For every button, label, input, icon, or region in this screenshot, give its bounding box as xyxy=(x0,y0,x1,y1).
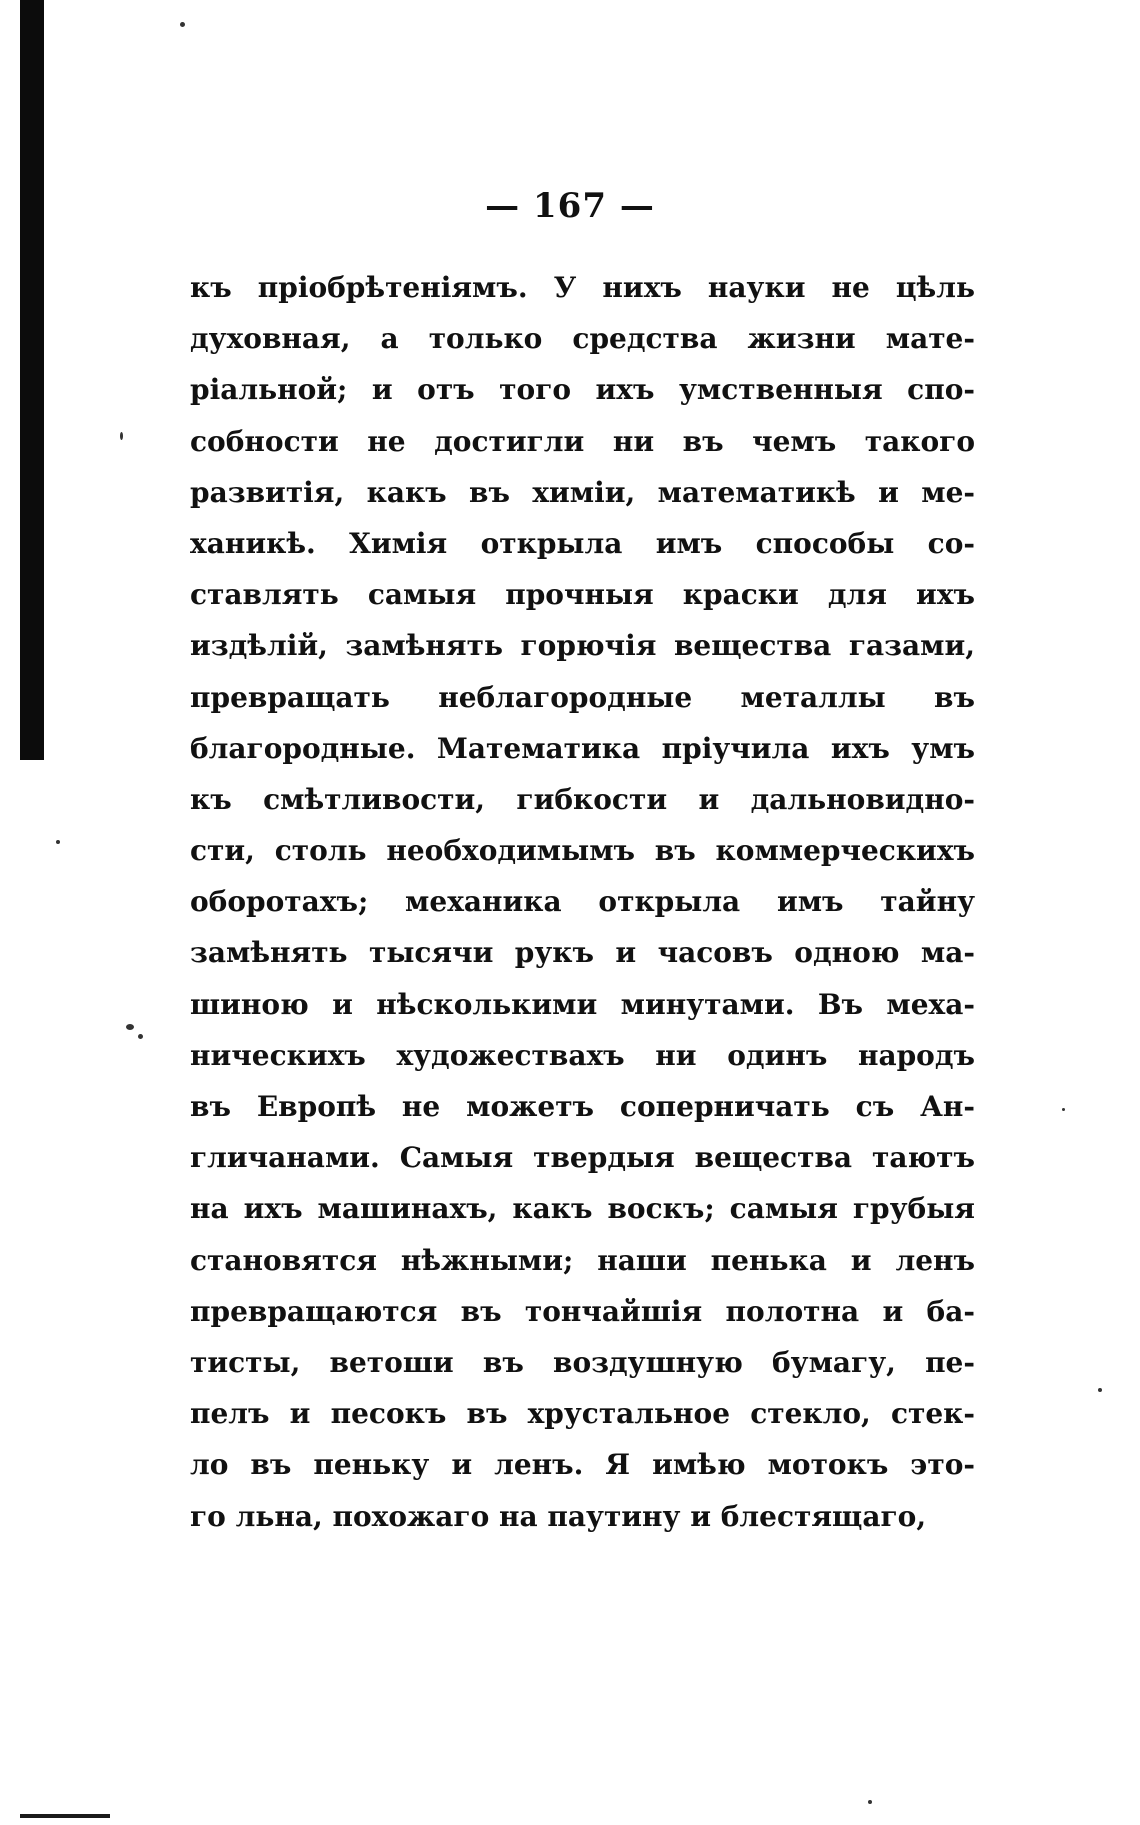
text-line: ло въ пеньку и ленъ. Я имѣю мотокъ это- xyxy=(190,1448,975,1482)
text-line: собности не достигли ни въ чемъ такого xyxy=(190,424,975,458)
ink-speck xyxy=(1062,1108,1065,1111)
text-line: развитія, какъ въ химіи, математикѣ и ме- xyxy=(190,475,975,509)
ink-speck xyxy=(180,22,185,27)
page-number: — 167 — xyxy=(485,186,655,226)
text-line: ническихъ художествахъ ни одинъ народъ xyxy=(190,1038,975,1072)
text-line: шиною и нѣсколькими минутами. Въ меха- xyxy=(190,987,975,1021)
body-text xyxy=(190,262,975,1542)
text-line: сти, столь необходимымъ въ коммерческихъ xyxy=(190,834,975,868)
text-line: къ пріобрѣтеніямъ. У нихъ науки не цѣль xyxy=(190,271,975,304)
text-line: пелъ и песокъ въ хрустальное стекло, стек- xyxy=(190,1397,975,1431)
text-line: духовная, а только средства жизни мате- xyxy=(190,322,975,356)
text-line: благородные. Математика пріучила ихъ умъ xyxy=(190,731,975,765)
text-line: оборотахъ; механика открыла имъ тайну xyxy=(190,885,975,919)
binding-shadow-top xyxy=(36,0,42,60)
text-line: въ Европѣ не можетъ соперничать съ Ан- xyxy=(190,1090,975,1123)
text-line: превращать неблагородные металлы въ xyxy=(190,680,975,714)
ink-speck xyxy=(138,1034,143,1039)
text-line: издѣлій, замѣнять горючія вещества газами, xyxy=(190,629,975,663)
text-line: гличанами. Самыя твердыя вещества таютъ xyxy=(190,1141,975,1175)
ink-speck xyxy=(56,840,60,844)
ink-speck xyxy=(126,1024,134,1030)
text-line: ріальной; и отъ того ихъ умственныя спо- xyxy=(190,373,975,407)
text-line: ставлять самыя прочныя краски для ихъ xyxy=(190,578,975,612)
ink-speck xyxy=(868,1800,872,1804)
ink-speck xyxy=(120,432,123,440)
text-line: го льна, похожаго на паутину и блестящаго, xyxy=(190,1499,927,1533)
bottom-edge-mark xyxy=(20,1814,110,1818)
binding-shadow xyxy=(20,0,44,760)
text-line: къ смѣтливости, гибкости и дальновидно- xyxy=(190,782,975,816)
text-line: ханикѣ. Химія открыла имъ способы со- xyxy=(190,526,975,560)
text-line: становятся нѣжными; наши пенька и ленъ xyxy=(190,1243,975,1277)
text-line: на ихъ машинахъ, какъ воскъ; самыя грубыя xyxy=(190,1192,975,1226)
text-line: тисты, ветоши въ воздушную бумагу, пе- xyxy=(190,1345,975,1379)
text-line: превращаются въ тончайшія полотна и ба- xyxy=(190,1294,975,1328)
text-line: замѣнять тысячи рукъ и часовъ одною ма- xyxy=(190,936,975,970)
ink-speck xyxy=(1098,1388,1102,1392)
